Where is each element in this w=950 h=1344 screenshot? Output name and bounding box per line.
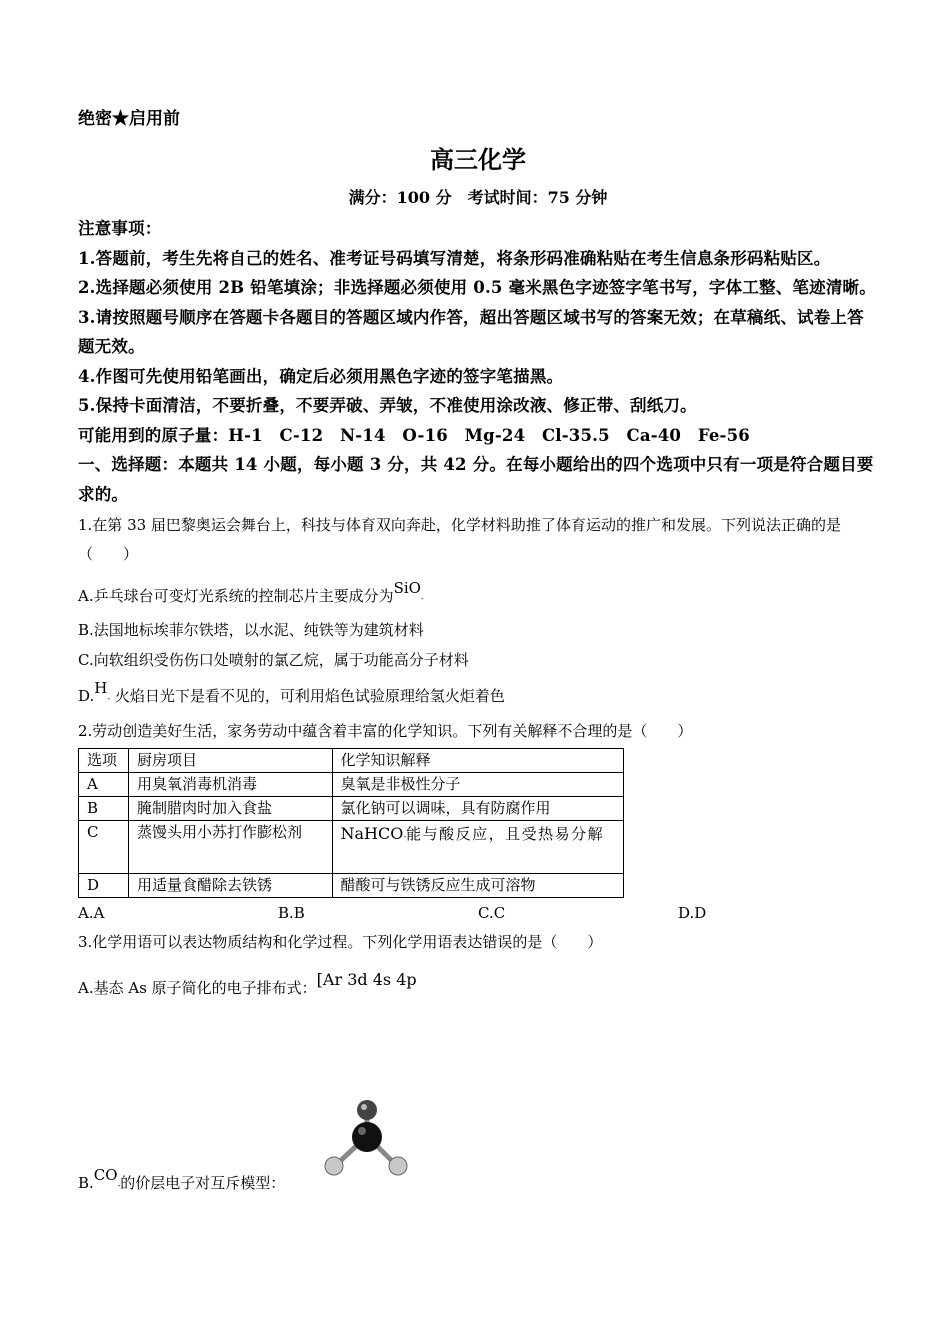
notes-heading: 注意事项： — [78, 219, 162, 238]
formula-co: CO — [93, 1166, 118, 1184]
exam-page — [78, 104, 878, 1192]
question-3-stem: 3.化学用语可以表达物质结构和化学过程。下列化学用语表达错误的是（ ） — [78, 933, 603, 951]
table-cell: 腌制腊肉时加入食盐 — [128, 797, 332, 821]
table-cell: A — [79, 773, 129, 797]
table-cell: 用适量食醋除去铁锈 — [128, 874, 332, 898]
option-text: 的价层电子对互斥模型： — [120, 1174, 286, 1192]
atom-center-icon — [352, 1122, 382, 1152]
question-1-option-c: C.向软组织受伤伤口处喷射的氯乙烷，属于功能高分子材料 — [78, 651, 469, 669]
formula-nahco3: NaHCO — [340, 824, 404, 843]
question-1-option-b: B.法国地标埃菲尔铁塔，以水泥、纯铁等为建筑材料 — [78, 621, 424, 639]
option-text: A.乒乓球台可变灯光系统的控制芯片主要成分为 — [78, 587, 394, 605]
question-1-option-a: A.乒乓球台可变灯光系统的控制芯片主要成分为SiO- — [78, 579, 424, 605]
table-header-row — [79, 749, 624, 773]
table-row — [79, 874, 624, 898]
note-item: 3.请按照题号顺序在答题卡各题目的答题区域内作答，超出答题区域书写的答案无效；在草稿纸、试卷上答题无效。 — [78, 307, 864, 356]
table-row — [79, 773, 624, 797]
formula-as-config: [Ar 3d 4s 4p — [316, 970, 417, 989]
atom-right-icon — [389, 1157, 407, 1175]
option-c: C.C — [478, 904, 506, 922]
table-header: 厨房项目 — [128, 749, 332, 773]
atomic-masses: 可能用到的原子量：H-1 C-12 N-14 O-16 Mg-24 Cl-35.5 Ca-40 Fe-56 — [78, 425, 750, 445]
table-cell: C — [79, 821, 129, 874]
table-cell: 蒸馒头用小苏打作膨松剂 — [128, 821, 332, 874]
note-item: 5.保持卡面清洁，不要折叠，不要弄破、弄皱，不准使用涂改液、修正带、刮纸刀。 — [78, 396, 697, 415]
vsepr-model-image — [322, 1098, 412, 1182]
atom-top-icon — [357, 1100, 377, 1120]
note-item: 4.作图可先使用铅笔画出，确定后必须用黑色字迹的签字笔描黑。 — [78, 366, 564, 386]
question-2-stem: 2.劳动创造美好生活，家务劳动中蕴含着丰富的化学知识。下列有关解释不合理的是（ ） — [78, 722, 693, 740]
option-text: 火焰日光下是看不见的，可利用焰色试验原理给氢火炬着色 — [114, 687, 505, 705]
table-cell: D — [79, 874, 129, 898]
option-a: A.A — [78, 904, 105, 922]
page-title: 高三化学 — [430, 145, 526, 174]
atom-left-icon — [325, 1157, 343, 1175]
question-3-option-a — [78, 967, 878, 997]
section-heading: 一、选择题：本题共 14 小题，每小题 3 分，共 42 分。在每小题给出的四个选项中只有一项是符合题目要求的。 — [78, 455, 874, 504]
note-item: 2.选择题必须使用 2B 铅笔填涂；非选择题必须使用 0.5 毫米黑色字迹签字笔书写，字体工整、笔迹清晰。 — [78, 278, 876, 297]
question-2-table — [78, 748, 624, 898]
question-3-option-b: B.CO-的价层电子对互斥模型： — [78, 1166, 286, 1192]
option-prefix: D. — [78, 687, 95, 705]
question-2-options — [78, 898, 878, 928]
table-cell: NaHCO-能与酸反应，且受热易分解 — [332, 821, 624, 874]
table-header: 化学知识解释 — [332, 749, 624, 773]
secret-label: 绝密★启用前 — [78, 109, 180, 129]
table-cell: 氯化钠可以调味，具有防腐作用 — [332, 797, 624, 821]
table-row — [79, 821, 624, 874]
table-header: 选项 — [79, 749, 129, 773]
table-cell: 臭氧是非极性分子 — [332, 773, 624, 797]
table-cell: 用臭氧消毒机消毒 — [128, 773, 332, 797]
table-row — [79, 797, 624, 821]
table-cell-text: 能与酸反应，且受热易分解 — [406, 825, 605, 843]
question-1-stem: 1.在第 33 届巴黎奥运会舞台上，科技与体育双向奔赴，化学材料助推了体育运动的推广和发展。下列说法正确的是（ ） — [78, 516, 841, 563]
exam-meta: 满分：100 分 考试时间：75 分钟 — [348, 188, 608, 207]
option-d: D.D — [678, 904, 707, 922]
table-cell: B — [79, 797, 129, 821]
option-prefix: B. — [78, 1174, 94, 1192]
option-b: B.B — [278, 904, 305, 922]
table-cell: 醋酸可与铁锈反应生成可溶物 — [332, 874, 624, 898]
formula-sio: SiO — [393, 579, 421, 597]
option-text: A.基态 As 原子简化的电子排布式： — [78, 979, 317, 997]
formula-h: H — [94, 679, 108, 697]
question-1-option-d: D.H- 火焰日光下是看不见的，可利用焰色试验原理给氢火炬着色 — [78, 679, 505, 705]
note-item: 1.答题前，考生先将自己的姓名、准考证号码填写清楚，将条形码准确粘贴在考生信息条形码粘贴区。 — [78, 248, 831, 268]
